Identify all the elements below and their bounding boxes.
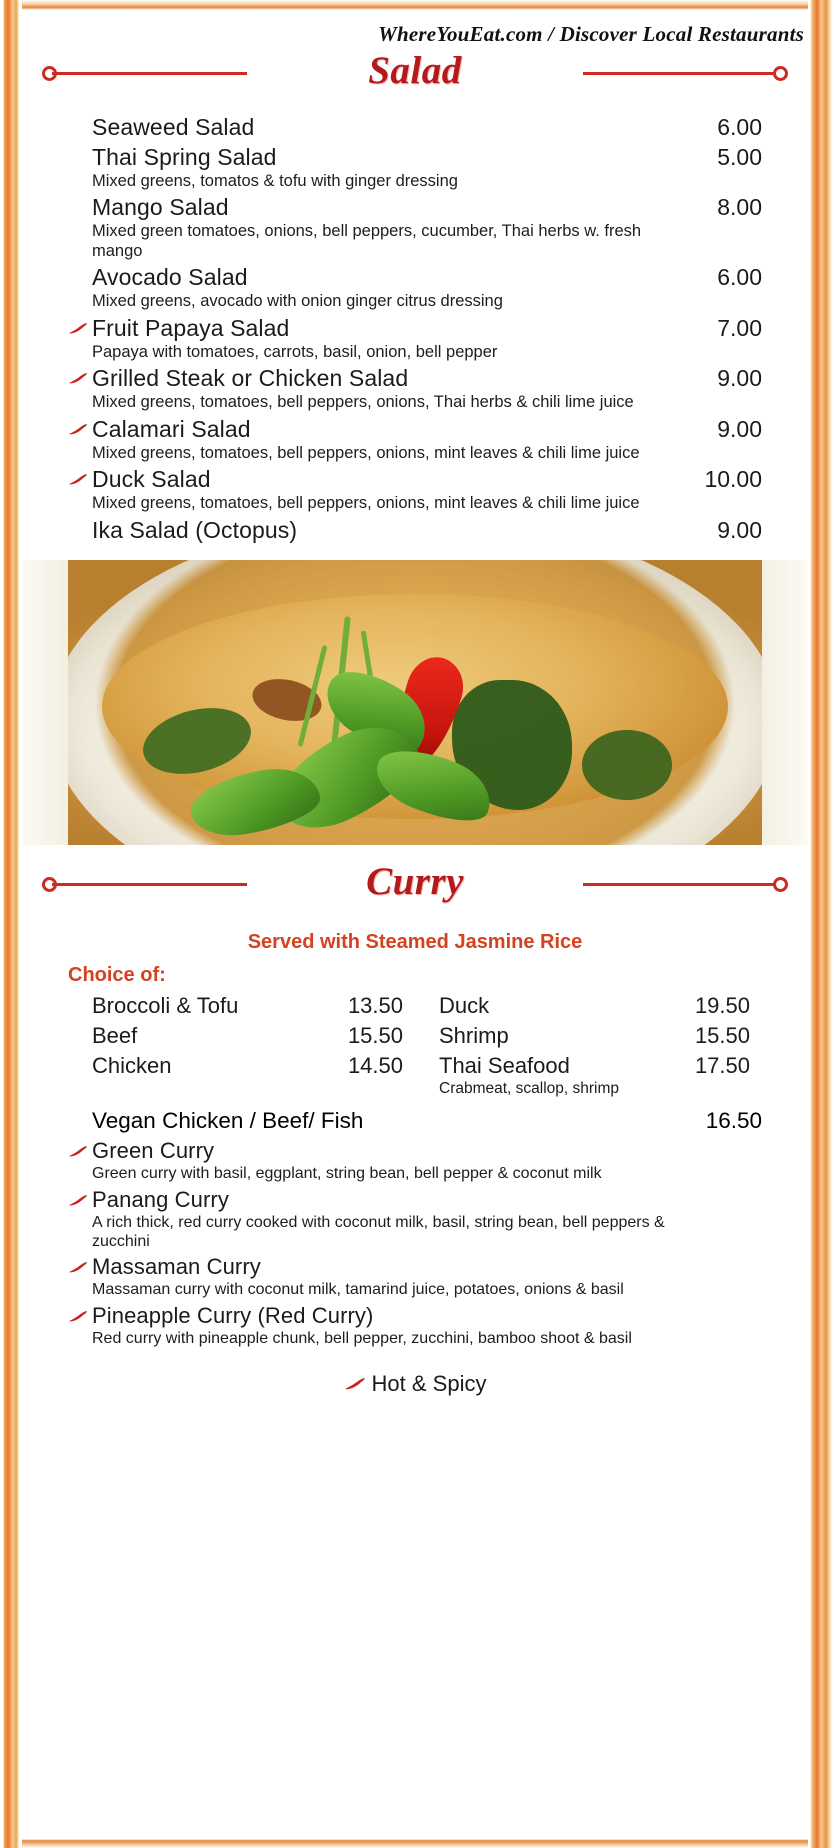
chili-pepper-icon bbox=[344, 1377, 364, 1391]
list-item bbox=[68, 365, 762, 412]
list-item bbox=[68, 1053, 415, 1079]
served-with-note: Served with Steamed Jasmine Rice bbox=[247, 930, 583, 953]
item-name: Calamari Salad bbox=[92, 415, 251, 442]
salad-item-list bbox=[68, 114, 762, 544]
list-item bbox=[68, 466, 762, 513]
chili-pepper-icon bbox=[68, 372, 88, 386]
item-name: Beef bbox=[92, 1022, 138, 1048]
item-description: Mixed greens, tomatos & tofu with ginger dressing bbox=[92, 172, 458, 190]
item-price: 9.00 bbox=[717, 516, 762, 543]
curry-item-list bbox=[68, 1138, 762, 1349]
item-name: Fruit Papaya Salad bbox=[92, 314, 290, 341]
item-price: 6.00 bbox=[717, 114, 762, 140]
item-price: 13.50 bbox=[347, 992, 403, 1018]
spicy-legend-label: Hot & Spicy bbox=[371, 1371, 487, 1397]
item-name: Grilled Steak or Chicken Salad bbox=[92, 365, 409, 392]
list-item bbox=[68, 114, 762, 141]
item-description: Mixed greens, tomatoes, bell peppers, onions, mint leaves & chili lime juice bbox=[92, 443, 640, 462]
list-item bbox=[415, 1053, 762, 1079]
item-name: Thai Seafood bbox=[439, 1052, 570, 1078]
item-name: Ika Salad (Octopus) bbox=[92, 516, 298, 543]
list-item bbox=[68, 144, 762, 191]
photo-edge-right bbox=[762, 560, 808, 845]
ring-icon-right bbox=[773, 877, 788, 892]
item-description: Papaya with tomatoes, carrots, basil, onion, bell pepper bbox=[92, 342, 498, 361]
item-price: 10.00 bbox=[704, 466, 762, 493]
item-name: Vegan Chicken / Beef/ Fish bbox=[92, 1107, 364, 1133]
item-price: 9.00 bbox=[717, 365, 762, 392]
rule-right bbox=[583, 883, 778, 886]
item-description: Mixed greens, tomatoes, bell peppers, onions, mint leaves & chili lime juice bbox=[92, 494, 640, 513]
item-name: Broccoli & Tofu bbox=[92, 992, 239, 1018]
list-item bbox=[68, 1138, 762, 1184]
item-description: Green curry with basil, eggplant, string bean, bell pepper & coconut milk bbox=[92, 1164, 602, 1182]
item-description: Mixed green tomatoes, onions, bell peppers, cucumber, Thai herbs w. fresh mango bbox=[92, 222, 642, 260]
list-item bbox=[68, 264, 762, 311]
menu-content bbox=[22, 8, 808, 1840]
item-description: Red curry with pineapple chunk, bell pepper, zucchini, bamboo shoot & basil bbox=[92, 1330, 632, 1348]
list-item bbox=[68, 1254, 762, 1300]
item-name: Pineapple Curry (Red Curry) bbox=[92, 1303, 374, 1329]
item-name: Avocado Salad bbox=[92, 264, 248, 291]
border-bottom bbox=[0, 1839, 834, 1848]
item-price: 17.50 bbox=[694, 1052, 750, 1078]
item-name: Shrimp bbox=[439, 1022, 509, 1048]
item-price: 15.50 bbox=[694, 1022, 750, 1048]
item-description: A rich thick, red curry cooked with coconut milk, basil, string bean, bell peppers & zucchini bbox=[92, 1213, 665, 1250]
ring-icon-right bbox=[773, 66, 788, 81]
chili-pepper-icon bbox=[68, 473, 88, 487]
item-description: Mixed greens, tomatoes, bell peppers, onions, Thai herbs & chili lime juice bbox=[92, 393, 634, 412]
list-item bbox=[415, 993, 762, 1019]
vegan-choice-row bbox=[68, 1108, 762, 1134]
item-name: Duck Salad bbox=[92, 466, 211, 493]
border-right bbox=[808, 0, 834, 1848]
item-name: Panang Curry bbox=[92, 1186, 229, 1212]
item-price: 8.00 bbox=[717, 194, 762, 221]
item-price: 19.50 bbox=[694, 992, 750, 1018]
page-title-salad: Salad bbox=[368, 49, 462, 92]
list-item bbox=[68, 1303, 762, 1349]
curry-choice-column-left bbox=[68, 993, 415, 1100]
curry-section-header bbox=[22, 859, 808, 919]
list-item bbox=[68, 1187, 762, 1252]
item-name: Massaman Curry bbox=[92, 1254, 261, 1280]
item-name: Chicken bbox=[92, 1052, 172, 1078]
item-name: Green Curry bbox=[92, 1137, 215, 1163]
list-item bbox=[415, 1023, 762, 1049]
item-price: 14.50 bbox=[347, 1052, 403, 1078]
item-price: 6.00 bbox=[717, 264, 762, 291]
chili-pepper-icon bbox=[68, 322, 88, 336]
list-item bbox=[68, 1023, 415, 1049]
choice-of-label: Choice of: bbox=[68, 963, 166, 986]
salad-section-header bbox=[22, 48, 808, 108]
curry-choice-column-right bbox=[415, 993, 762, 1100]
page-title-curry: Curry bbox=[366, 859, 464, 903]
item-price: 5.00 bbox=[717, 144, 762, 170]
photo-edge-left bbox=[22, 560, 68, 845]
list-item bbox=[68, 416, 762, 463]
chili-pepper-icon bbox=[68, 1261, 88, 1275]
chili-pepper-icon bbox=[68, 1145, 88, 1159]
item-name: Thai Spring Salad bbox=[92, 144, 277, 170]
list-item bbox=[68, 993, 415, 1019]
vegetable-piece bbox=[582, 730, 672, 800]
chili-pepper-icon bbox=[68, 1310, 88, 1324]
border-left bbox=[0, 0, 22, 1848]
rule-right bbox=[583, 72, 778, 75]
item-name: Duck bbox=[439, 992, 490, 1018]
item-price: 7.00 bbox=[717, 314, 762, 341]
list-item bbox=[68, 517, 762, 544]
item-description: Massaman curry with coconut milk, tamarind juice, potatoes, onions & basil bbox=[92, 1281, 624, 1299]
item-name: Seaweed Salad bbox=[92, 114, 255, 140]
curry-dish-photo bbox=[22, 560, 808, 845]
list-item bbox=[68, 315, 762, 362]
item-price: 15.50 bbox=[347, 1022, 403, 1048]
item-description: Crabmeat, scallop, shrimp bbox=[439, 1079, 620, 1097]
curry-choice-grid bbox=[68, 993, 762, 1100]
item-description: Mixed greens, avocado with onion ginger citrus dressing bbox=[92, 292, 503, 311]
item-price: 16.50 bbox=[705, 1107, 762, 1133]
list-item bbox=[68, 194, 762, 261]
item-name: Mango Salad bbox=[92, 194, 229, 221]
chili-pepper-icon bbox=[68, 423, 88, 437]
item-price: 9.00 bbox=[717, 415, 762, 442]
watermark: WhereYouEat.com / Discover Local Restaurants bbox=[378, 22, 804, 46]
spicy-legend bbox=[22, 1371, 808, 1397]
chili-pepper-icon bbox=[68, 1194, 88, 1208]
